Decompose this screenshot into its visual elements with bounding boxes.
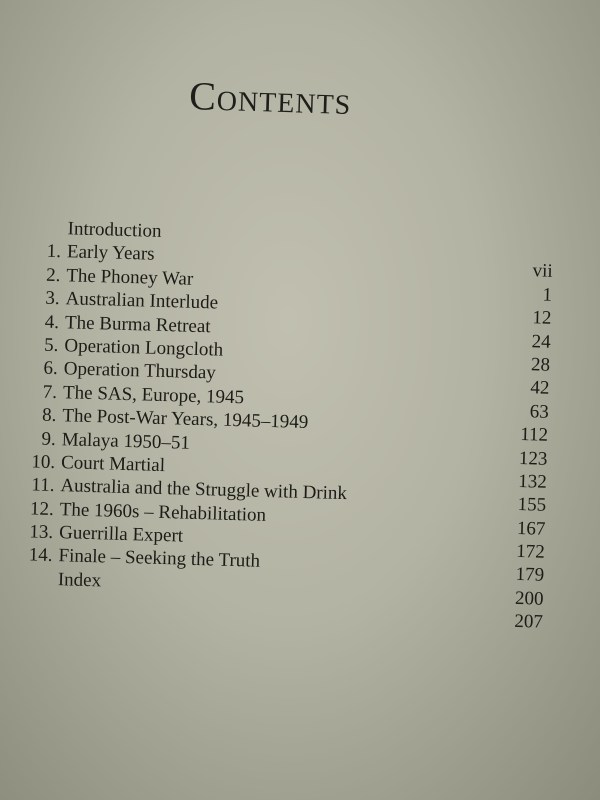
entry-title: The Phoney War [66,265,194,290]
entry-title: The SAS, Europe, 1945 [62,381,245,409]
entry-number: 4. [44,311,60,333]
entry-title: Australian Interlude [65,288,219,314]
entry-number: 14. [28,544,53,567]
entry-page: 1 [542,284,553,306]
entry-page: 123 [518,447,548,470]
entry-title: Operation Longcloth [64,335,224,361]
entry-page: 112 [519,424,549,446]
table-of-contents [11,216,582,633]
entry-number [22,216,62,217]
entry-number: 13. [29,521,54,544]
entry-number: 11. [31,474,55,497]
entry-title: Court Martial [60,452,166,476]
entry-title: Australia and the Struggle with Drink [60,475,348,505]
entry-number: 12. [29,498,55,520]
entry-number [12,567,52,568]
entry-number: 6. [43,358,59,380]
entry-page: 179 [515,564,545,587]
entry-number: 1. [46,241,62,263]
entry-page: 12 [532,307,552,329]
entry-page: 28 [530,354,551,376]
entry-title: Early Years [66,241,155,266]
entry-page: 24 [531,330,551,353]
entry-page: 42 [530,377,550,400]
entry-number: 7. [42,381,58,403]
entry-number: 2. [45,264,61,286]
entry-page: 167 [516,517,546,540]
entry-page: 132 [517,470,548,493]
entry-title: The Burma Retreat [64,311,211,337]
entry-number: 8. [41,404,57,427]
entry-page: 207 [514,611,544,633]
entry-number: 9. [41,428,57,450]
entry-page: 200 [514,587,544,610]
entry-page: 63 [529,400,550,423]
entry-page: 155 [517,494,547,517]
entry-title: The 1960s – Rehabilitation [59,498,267,526]
entry-number [12,590,52,591]
entry-number: 3. [45,287,60,310]
entry-page: vii [532,260,553,283]
entry-title: The Post-War Years, 1945–1949 [62,405,309,434]
entry-number: 5. [43,334,59,357]
entry-title: Malaya 1950–51 [61,428,191,454]
entry-title: Index [57,569,102,592]
page-title: Contents [188,72,353,124]
entry-title: Introduction [67,218,162,242]
entry-page: 172 [516,541,546,563]
entry-title: Finale – Seeking the Truth [58,545,261,573]
entry-title: Operation Thursday [63,358,217,384]
entry-number: 10. [31,451,56,473]
entry-title: Guerrilla Expert [58,522,184,547]
